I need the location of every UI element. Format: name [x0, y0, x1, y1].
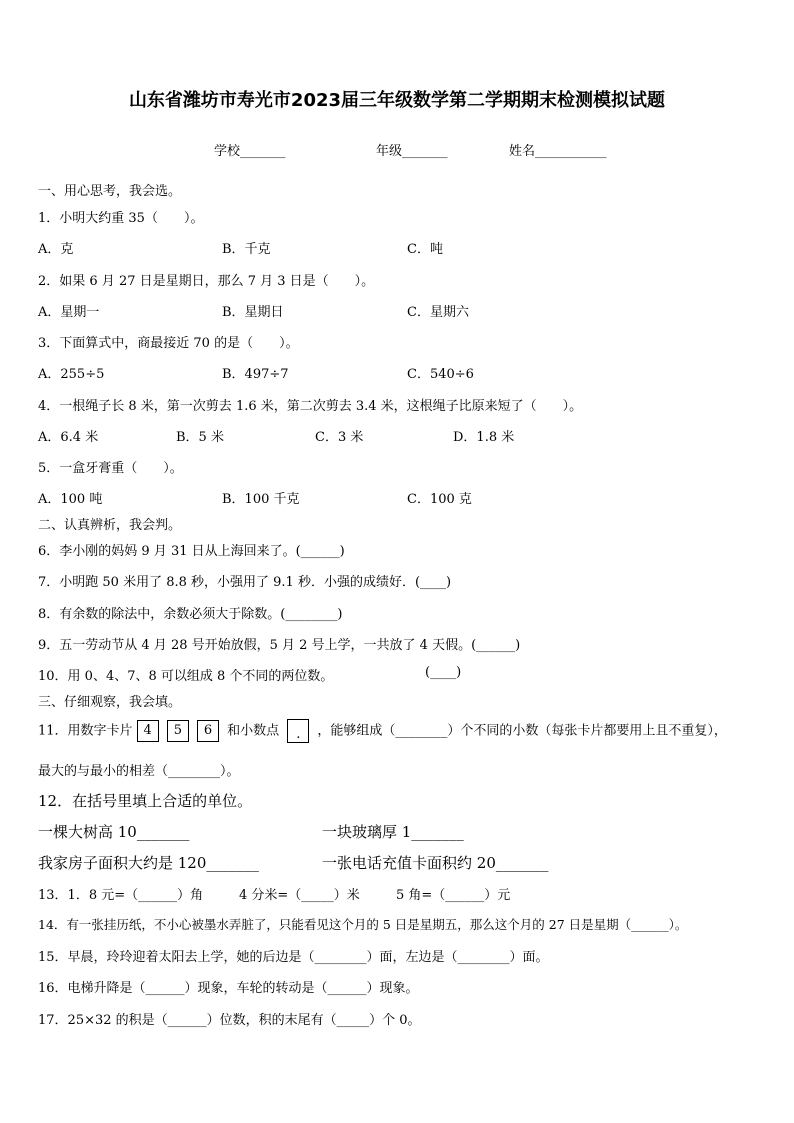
q12-item-d: 一张电话充值卡面积约 20_______ [322, 854, 549, 872]
section-2-heading: 二、认真辨析，我会判。 [38, 518, 182, 533]
q12-item-c: 我家房子面积大约是 120_______ [38, 854, 259, 872]
section-1-heading: 一、用心思考，我会选。 [38, 184, 182, 199]
q1-option-a: A．克 [38, 242, 74, 257]
school-field: 学校_______ [214, 144, 286, 159]
question-4: 4．一根绳子长 8 米，第一次剪去 1.6 米，第二次剪去 3.4 米，这根绳子比原来短了（ ）。 [38, 399, 583, 414]
question-14: 14．有一张挂历纸，不小心被墨水弄脏了，只能看见这个月的 5 日是星期五，那么这个月的 27 日是星期（______）。 [38, 917, 688, 932]
question-15: 15．早晨，玲玲迎着太阳去上学，她的后边是（________）面，左边是（________）面。 [38, 950, 549, 965]
question-11-line-2: 最大的与最小的相差（________）。 [38, 764, 240, 779]
decimal-point-card: . [287, 719, 309, 743]
digit-card-4: 4 [137, 720, 159, 742]
page-title: 山东省潍坊市寿光市2023届三年级数学第二学期期末检测模拟试题 [128, 90, 666, 111]
q11-mid: 和小数点 [227, 723, 280, 739]
q2-option-a: A．星期一 [38, 305, 100, 320]
q2-option-c: C．星期六 [407, 305, 469, 320]
q12-item-b: 一块玻璃厚 1_______ [322, 823, 464, 841]
q1-option-b: B．千克 [222, 242, 271, 257]
q2-option-b: B．星期日 [222, 305, 284, 320]
q4-option-a: A．6.4 米 [38, 430, 99, 445]
q12-item-a: 一棵大树高 10_______ [38, 823, 190, 841]
q4-option-b: B．5 米 [176, 430, 224, 445]
question-6: 6．李小刚的妈妈 9 月 31 日从上海回来了。(______) [38, 544, 345, 559]
digit-card-5: 5 [167, 720, 189, 742]
question-12: 12．在括号里填上合适的单位。 [38, 792, 253, 810]
question-10-blank: (____) [425, 665, 462, 680]
question-3: 3．下面算式中，商最接近 70 的是（ ）。 [38, 336, 299, 351]
q11-suffix: ，能够组成（________）个不同的小数（每张卡片都要用上且不重复）， [317, 723, 727, 739]
question-17: 17．25×32 的积是（______）位数，积的末尾有（_____）个 0。 [38, 1013, 421, 1028]
q13-part-a: 13．1．8 元=（______）角 [38, 888, 204, 903]
q13-part-c: 5 角=（______）元 [396, 888, 511, 903]
q4-option-d: D．1.8 米 [453, 430, 515, 445]
question-2: 2．如果 6 月 27 日是星期日，那么 7 月 3 日是（ ）。 [38, 274, 375, 289]
q5-option-a: A．100 吨 [38, 492, 103, 507]
digit-card-6: 6 [197, 720, 219, 742]
q13-part-b: 4 分米=（_____）米 [239, 888, 360, 903]
q5-option-c: C．100 克 [407, 492, 472, 507]
name-field: 姓名___________ [509, 144, 607, 159]
grade-field: 年级_______ [376, 144, 448, 159]
question-9: 9．五一劳动节从 4 月 28 号开始放假，5 月 2 号上学，一共放了 4 天假。(______) [38, 638, 521, 653]
section-3-heading: 三、仔细观察，我会填。 [38, 695, 182, 710]
q5-option-b: B．100 千克 [222, 492, 300, 507]
q3-option-b: B．497÷7 [222, 367, 289, 382]
question-11 [38, 719, 727, 743]
question-10: 10．用 0、4、7、8 可以组成 8 个不同的两位数。 [38, 669, 334, 684]
q3-option-c: C．540÷6 [407, 367, 474, 382]
question-7: 7．小明跑 50 米用了 8.8 秒，小强用了 9.1 秒．小强的成绩好．(____) [38, 575, 452, 590]
question-5: 5．一盒牙膏重（ ）。 [38, 461, 183, 476]
q1-option-c: C．吨 [407, 242, 443, 257]
question-16: 16．电梯升降是（______）现象，车轮的转动是（______）现象。 [38, 981, 419, 996]
q11-prefix: 11．用数字卡片 [38, 723, 133, 739]
q4-option-c: C．3 米 [315, 430, 364, 445]
question-8: 8．有余数的除法中，余数必须大于除数。(________) [38, 607, 343, 622]
q3-option-a: A．255÷5 [38, 367, 105, 382]
question-1: 1．小明大约重 35（ ）。 [38, 211, 204, 226]
